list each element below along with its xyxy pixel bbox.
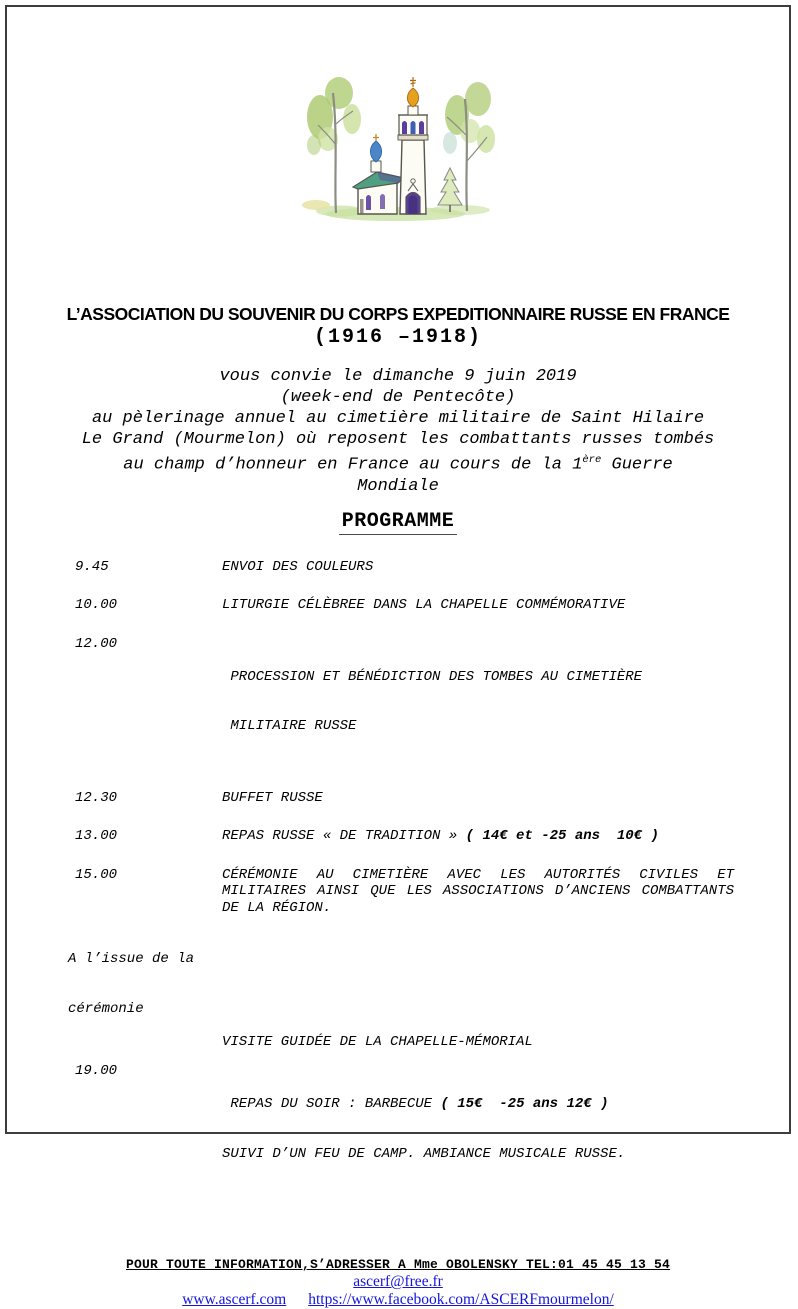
contact-info-line: POUR TOUTE INFORMATION,S’ADRESSER A Mme OBOLENSKY TEL:01 45 45 13 54 <box>125 1257 671 1273</box>
cross-icon <box>410 77 416 87</box>
schedule-time: 10.00 <box>75 597 118 614</box>
schedule-activity: CÉRÉMONIE AU CIMETIÈRE AVEC LES AUTORITÉS CIVILES ET MILITAIRES AINSI QUE LES ASSOCIATIONS D’ANCIENS COMBATTANTS DE LA RÉGION. <box>222 866 734 916</box>
facebook-link[interactable]: https://www.facebook.com/ASCERFmourmelon/ <box>308 1291 614 1309</box>
schedule-row-1000 <box>75 597 789 614</box>
cross-icon <box>373 134 379 141</box>
intro-line-6: Mondiale <box>357 476 439 496</box>
schedule-time: A l’issue de la cérémonie <box>68 951 195 1017</box>
price-label: ( 15€ -25 ans 12€ ) <box>440 1096 609 1113</box>
schedule-row-1300 <box>75 828 789 845</box>
schedule-time: 15.00 <box>75 866 118 883</box>
schedule-activity: REPAS RUSSE « DE TRADITION » ( 14€ et -25 ans 10€ ) <box>222 828 659 845</box>
programme-schedule <box>7 559 789 1196</box>
schedule-activity: LITURGIE CÉLÈBREE DANS LA CHAPELLE COMMÉMORATIVE <box>222 597 626 614</box>
association-years: (1916 –1918) <box>313 326 483 349</box>
programme-heading: PROGRAMME <box>339 510 458 535</box>
intro-line-2: (week-end de Pentecôte) <box>280 388 516 407</box>
bell-tower <box>398 77 428 214</box>
schedule-row-1200 <box>75 636 789 768</box>
schedule-time: 12.30 <box>75 789 118 806</box>
website-link[interactable]: www.ascerf.com <box>182 1291 287 1309</box>
intro-line-4: Le Grand (Mourmelon) où reposent les combattants russes tombés <box>81 430 715 449</box>
price-label: ( 14€ et -25 ans 10€ ) <box>465 828 659 845</box>
schedule-activity: PROCESSION ET BÉNÉDICTION DES TOMBES AU CIMETIÈRE MILITAIRE RUSSE <box>222 668 643 735</box>
document-page <box>5 5 791 1309</box>
association-title: L’ASSOCIATION DU SOUVENIR DU CORPS EXPEDITIONNAIRE RUSSE EN FRANCE <box>66 304 730 324</box>
schedule-row-945 <box>75 559 789 576</box>
invitation-text <box>7 366 789 497</box>
onion-dome-blue <box>370 141 381 162</box>
left-tree <box>307 77 361 213</box>
schedule-activity: ENVOI DES COULEURS <box>222 558 374 575</box>
schedule-time: 19.00 <box>75 1063 118 1080</box>
schedule-activity: REPAS DU SOIR : BARBECUE ( 15€ -25 ans 12€ ) SUIVI D’UN FEU DE CAMP. AMBIANCE MUSICALE RUSSE. <box>222 1096 626 1162</box>
schedule-time: 13.00 <box>75 828 118 845</box>
contact-section <box>7 1257 789 1309</box>
schedule-row-1500 <box>75 867 789 917</box>
intro-line-1: vous convie le dimanche 9 juin 2019 <box>219 367 577 386</box>
document-title <box>7 303 789 349</box>
schedule-row-issue <box>68 918 789 1050</box>
schedule-activity: BUFFET RUSSE <box>222 789 323 806</box>
onion-dome-gold <box>407 88 418 107</box>
schedule-activity: VISITE GUIDÉE DE LA CHAPELLE-MÉMORIAL <box>222 1033 533 1050</box>
email-link[interactable]: ascerf@free.fr <box>353 1273 443 1291</box>
schedule-row-1900 <box>75 1063 789 1195</box>
church-illustration <box>300 73 496 223</box>
schedule-time: 9.45 <box>75 558 109 575</box>
chapel-nave <box>353 134 404 214</box>
fir-tree <box>438 168 462 212</box>
church-watercolor-image <box>300 73 496 223</box>
intro-line-3: au pèlerinage annuel au cimetière militaire de Saint Hilaire <box>91 409 705 428</box>
schedule-time: 12.00 <box>75 635 118 652</box>
intro-line-5: au champ d’honneur en France au cours de la 1ère Guerre <box>123 454 673 475</box>
schedule-row-1230 <box>75 790 789 807</box>
